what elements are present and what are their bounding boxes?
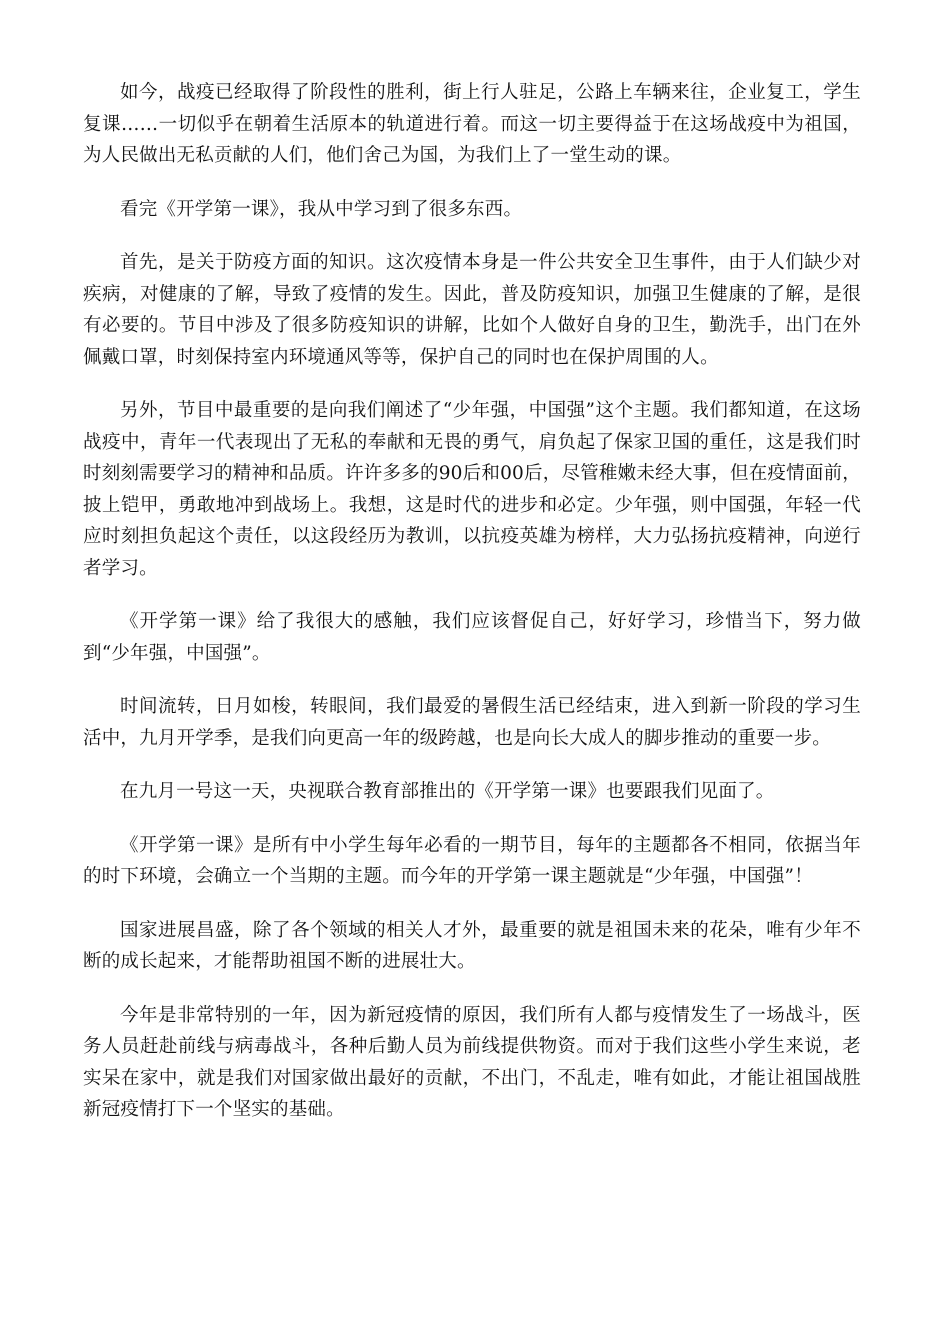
paragraph-9: 国家进展昌盛，除了各个领域的相关人才外，最重要的就是祖国未来的花朵，唯有少年不断的成长起来，才能帮助祖国不断的进展壮大。 — [83, 919, 861, 972]
paragraph-10: 今年是非常特别的一年，因为新冠疫情的原因，我们所有人都与疫情发生了一场战斗，医务人员赶赴前线与病毒战斗，各种后勤人员为前线提供物资。而对于我们这些小学生来说，老实呆在家中，就是我们对国家做出最好的贡献，不出门，不乱走，唯有如此，才能让祖国战胜新冠疫情打下一个坚实的基础。 — [83, 1004, 861, 1120]
paragraph-3: 首先，是关于防疫方面的知识。这次疫情本身是一件公共安全卫生事件，由于人们缺少对疾病，对健康的了解，导致了疫情的发生。因此，普及防疫知识，加强卫生健康的了解，是很有必要的。节目中涉及了很多防疫知识的讲解，比如个人做好自身的卫生，勤洗手，出门在外佩戴口罩，时刻保持室内环境通风等等，保护自己的同时也在保护周围的人。 — [83, 252, 861, 368]
paragraph-7: 在九月一号这一天，央视联合教育部推出的《开学第一课》也要跟我们见面了。 — [120, 781, 775, 802]
document-body — [83, 77, 861, 1126]
paragraph-8: 《开学第一课》是所有中小学生每年必看的一期节目，每年的主题都各不相同，依据当年的时下环境，会确立一个当期的主题。而今年的开学第一课主题就是“少年强，中国强”！ — [83, 834, 861, 887]
paragraph-2: 看完《开学第一课》，我从中学习到了很多东西。 — [120, 198, 523, 220]
paragraph-1: 如今，战疫已经取得了阶段性的胜利，街上行人驻足，公路上车辆来往，企业复工，学生复课……一切似乎在朝着生活原本的轨道进行着。而这一切主要得益于在这场战疫中为祖国，为人民做出无私贡献的人们，他们舍己为国，为我们上了一堂生动的课。 — [83, 82, 861, 166]
paragraph-6: 时间流转，日月如梭，转眼间，我们最爱的暑假生活已经结束，进入到新一阶段的学习生活中，九月开学季，是我们向更高一年的级跨越，也是向长大成人的脚步推动的重要一步。 — [83, 696, 861, 749]
paragraph-5: 《开学第一课》给了我很大的感触，我们应该督促自己，好好学习，珍惜当下，努力做到“少年强，中国强”。 — [83, 611, 861, 664]
paragraph-4: 另外，节目中最重要的是向我们阐述了“少年强，中国强”这个主题。我们都知道，在这场战疫中，青年一代表现出了无私的奉献和无畏的勇气，肩负起了保家卫国的重任，这是我们时时刻刻需要学习的精神和品质。许许多多的90后和00后，尽管稚嫩未经大事，但在疫情面前，披上铠甲，勇敢地冲到战场上。我想，这是时代的进步和必定。少年强，则中国强，年轻一代应时刻担负起这个责任，以这段经历为教训，以抗疫英雄为榜样，大力弘扬抗疫精神，向逆行者学习。 — [83, 400, 861, 579]
